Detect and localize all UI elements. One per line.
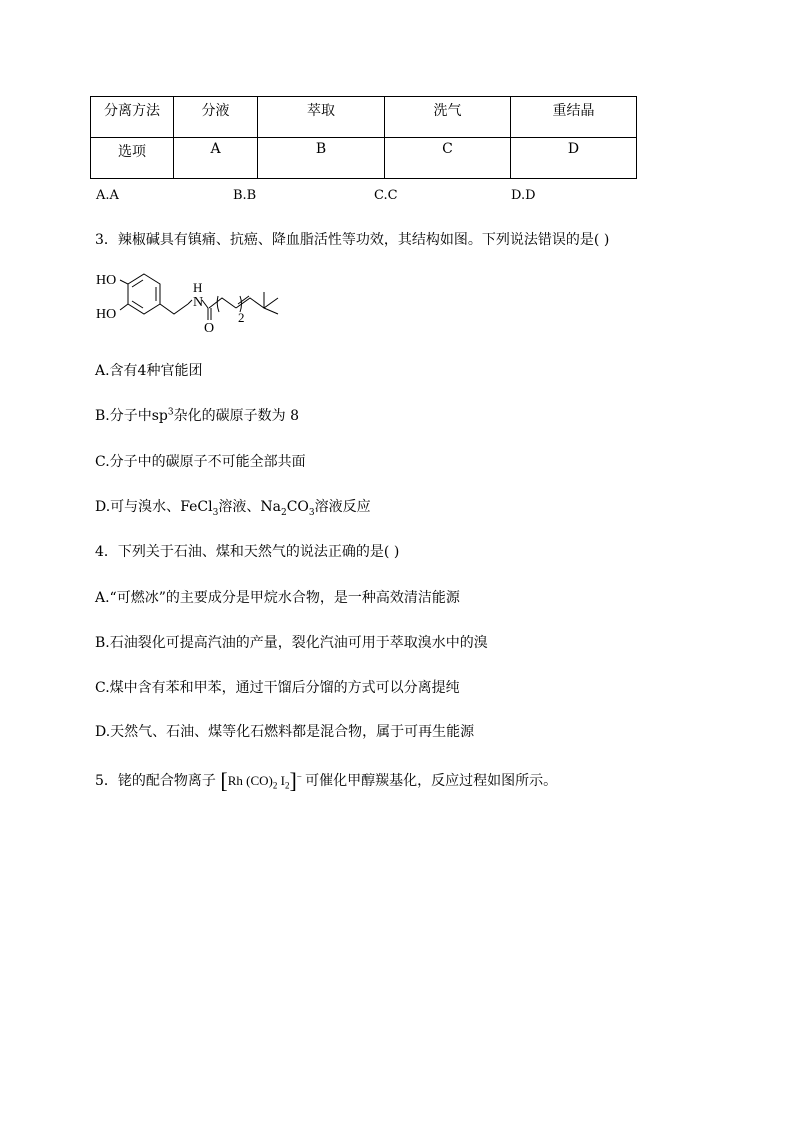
q5-co-sub: 2 [272,780,278,791]
q3-d-na-sub: 2 [280,507,287,518]
q3-d-prefix: D.可与溴水、 [95,499,181,515]
q5-i: I [280,773,285,788]
table-cell: 重结晶 [511,97,637,138]
q3-d-fecl-sub: 3 [212,507,219,518]
q2-options [0,188,794,206]
q4-option-d: D.天然气、石油、煤等化石燃料都是混合物，属于可再生能源 [95,724,475,740]
q3-d-mid: 溶液、 [218,499,261,515]
h-atom-label: H [193,280,203,295]
table-cell: 选项 [91,138,174,179]
capsaicin-structure [92,266,292,338]
q3-stem: 3．辣椒碱具有镇痛、抗癌、降血脂活性等功效，其结构如图。下列说法错误的是( ) [95,232,610,248]
complex-ion-formula [220,768,305,793]
right-bracket-icon: ] [289,768,297,793]
q3-d-co: CO [286,499,309,515]
ho-bottom-label: HO [96,307,117,322]
table-cell: C [385,138,511,179]
q5-charge: − [296,771,302,782]
q4-stem: 4．下列关于石油、煤和天然气的说法正确的是( ) [95,544,400,560]
q5-co: (CO) [246,773,273,788]
q5-i-sub: 2 [284,780,290,791]
q3-option-d [95,496,371,518]
q3-option-c: C.分子中的碳原子不可能全部共面 [95,454,306,470]
repeat-count-label: 2 [238,310,245,325]
benzene-ring [128,274,160,314]
q3-option-b [95,405,299,425]
n-atom-label: N [193,295,204,310]
q3-option-a: A.含有4种官能团 [95,363,203,379]
q3-b-suffix: 杂化的碳原子数为 8 [173,408,299,424]
table-row [91,138,637,179]
table-header-row [91,97,637,138]
o-atom-label: O [204,321,215,336]
q3-d-co-sub: 3 [308,507,315,518]
q4-option-c: C.煤中含有苯和甲苯，通过干馏后分馏的方式可以分离提纯 [95,680,460,696]
table-cell: 分离方法 [91,97,174,138]
q3-b-prefix: B.分子中 [95,408,152,424]
left-bracket-icon: [ [220,768,228,793]
q4-option-b: B.石油裂化可提高汽油的产量，裂化汽油可用于萃取溴水中的溴 [95,635,488,651]
q3-b-sup: 3 [167,407,174,418]
q5-prefix: 5．铑的配合物离子 [95,773,216,789]
separation-table [90,96,637,179]
q5-rh: Rh [227,773,243,788]
table-cell: 分液 [174,97,258,138]
table-cell: 洗气 [385,97,511,138]
table-cell: 萃取 [258,97,385,138]
q3-d-suffix: 溶液反应 [314,499,371,515]
q4-option-a: A.“可燃冰”的主要成分是甲烷水合物，是一种高效清洁能源 [95,590,460,606]
ho-top-label: HO [96,273,117,288]
table-cell: B [258,138,385,179]
table-cell: D [511,138,637,179]
q5-stem [95,768,557,794]
q2-option-b: B.B [233,188,257,203]
q3-b-sp: sp [151,408,168,424]
q5-suffix: 可催化甲醇羰基化，反应过程如图所示。 [305,773,558,789]
q2-option-d: D.D [511,188,536,203]
q2-option-c: C.C [374,188,398,203]
q2-option-a: A.A [96,188,119,203]
q3-d-na: Na [260,499,281,515]
table-cell: A [174,138,258,179]
q3-d-fecl: FeCl [180,499,213,515]
